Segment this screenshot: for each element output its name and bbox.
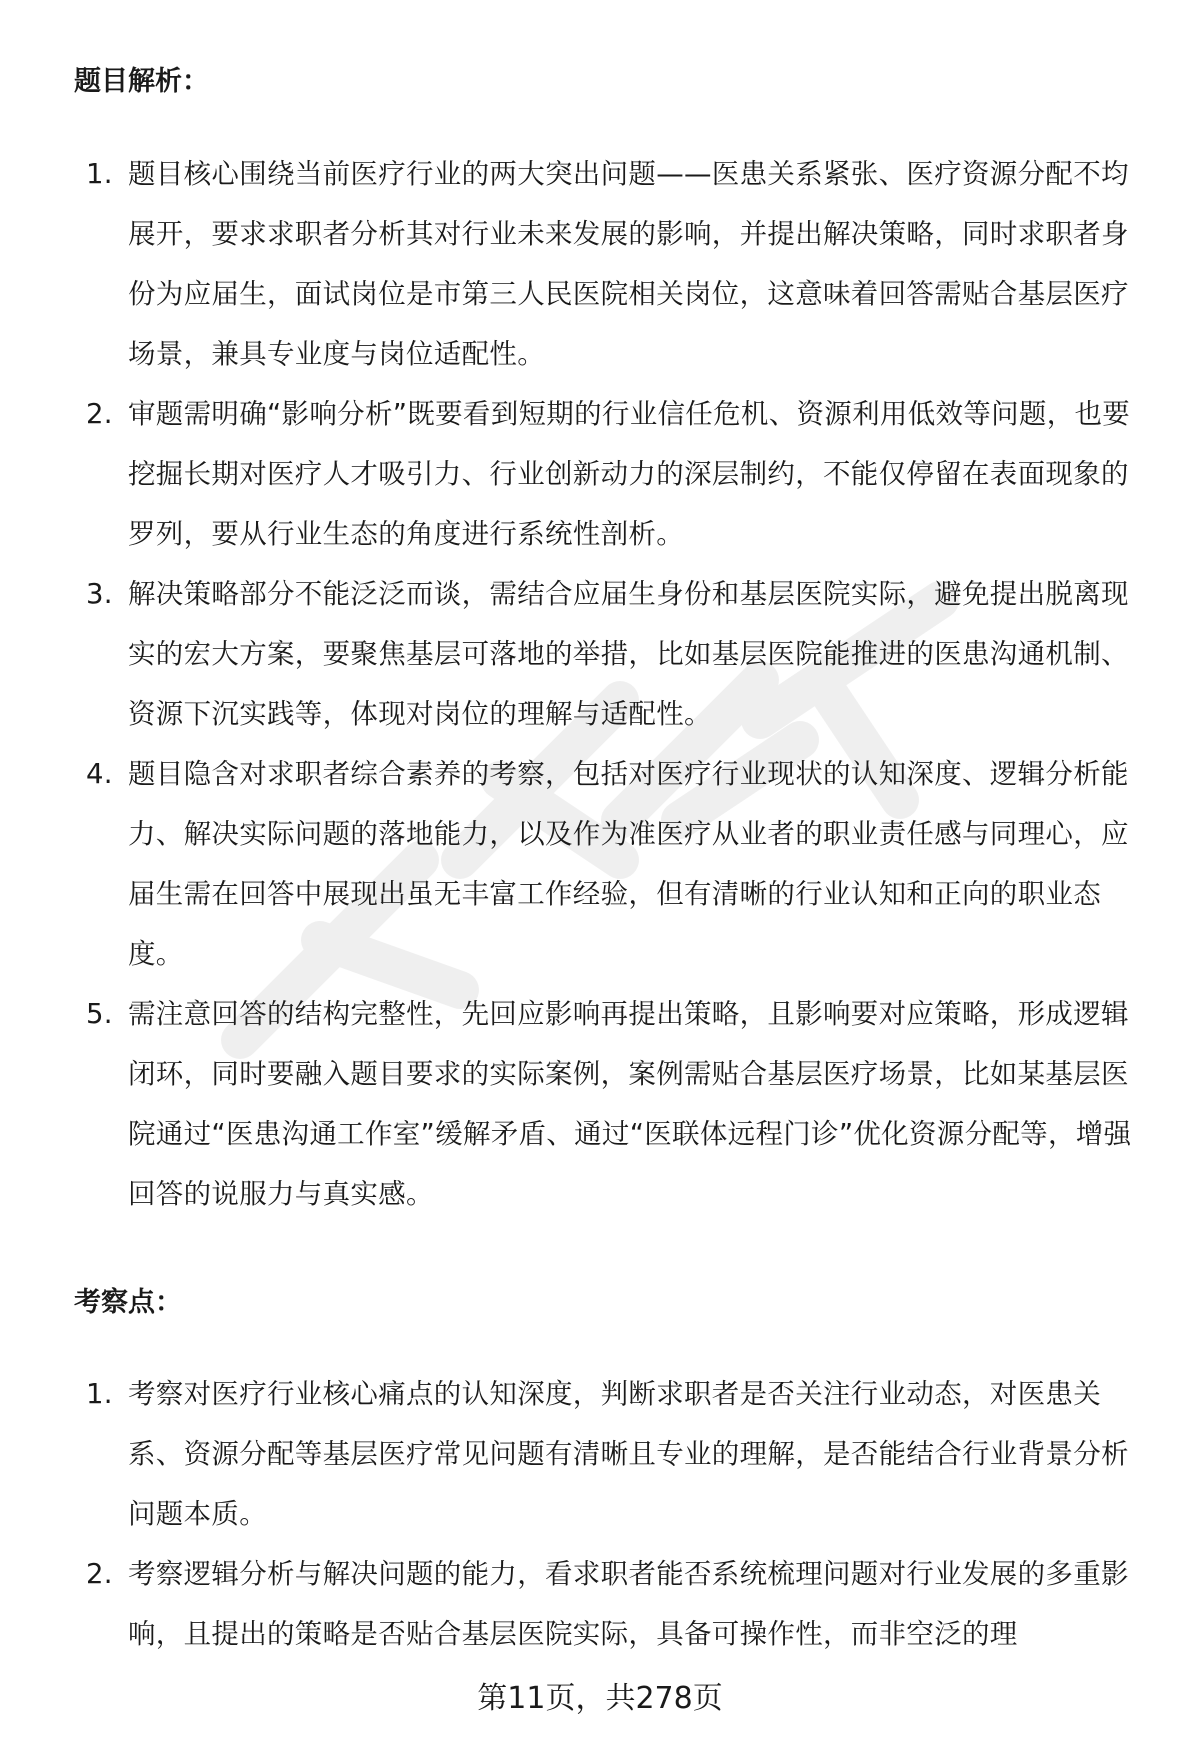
list-text: 需注意回答的结构完整性，先回应影响再提出策略，且影响要对应策略，形成逻辑闭环，同时要融入题目要求的实际案例，案例需贴合基层医疗场景，比如某基层医院通过“医患沟通工作室”缓解矛盾、通过“医联体远程门诊”优化资源分配等，增强回答的说服力与真实感。	[128, 998, 1132, 1210]
list-number: 2.	[86, 398, 113, 430]
list-text: 考察逻辑分析与解决问题的能力，看求职者能否系统梳理问题对行业发展的多重影响，且提出的策略是否贴合基层医院实际，具备可操作性，而非空泛的理	[128, 1558, 1129, 1650]
list-number: 4.	[86, 758, 113, 790]
list-text: 考察对医疗行业核心痛点的认知深度，判断求职者是否关注行业动态，对医患关系、资源分配等基层医疗常见问题有清晰且专业的理解，是否能结合行业背景分析问题本质。	[128, 1378, 1129, 1530]
list-number: 3.	[86, 578, 113, 610]
list-item	[74, 144, 1154, 384]
list-item	[74, 564, 1154, 744]
list-text: 审题需明确“影响分析”既要看到短期的行业信任危机、资源利用低效等问题，也要挖掘长期对医疗人才吸引力、行业创新动力的深层制约，不能仅停留在表面现象的罗列，要从行业生态的角度进行系统性剖析。	[128, 398, 1131, 550]
list-text: 题目隐含对求职者综合素养的考察，包括对医疗行业现状的认知深度、逻辑分析能力、解决实际问题的落地能力，以及作为准医疗从业者的职业责任感与同理心，应届生需在回答中展现出虽无丰富工作经验，但有清晰的行业认知和正向的职业态度。	[128, 758, 1129, 970]
page-footer: 第11页，共278页	[477, 1681, 723, 1716]
list-number: 1.	[86, 1378, 113, 1410]
analysis-heading: 题目解析：	[74, 66, 209, 97]
list-item	[74, 1364, 1154, 1544]
list-item	[74, 744, 1154, 984]
list-item	[74, 1544, 1154, 1664]
list-number: 5.	[86, 998, 113, 1030]
analysis-list	[74, 144, 1154, 1224]
list-text: 题目核心围绕当前医疗行业的两大突出问题——医患关系紧张、医疗资源分配不均展开，要求求职者分析其对行业未来发展的影响，并提出解决策略，同时求职者身份为应届生，面试岗位是市第三人民医院相关岗位，这意味着回答需贴合基层医疗场景，兼具专业度与岗位适配性。	[128, 158, 1129, 370]
list-number: 1.	[86, 158, 113, 190]
list-number: 2.	[86, 1558, 113, 1590]
list-item	[74, 384, 1154, 564]
points-heading: 考察点：	[74, 1287, 182, 1318]
list-text: 解决策略部分不能泛泛而谈，需结合应届生身份和基层医院实际，避免提出脱离现实的宏大方案，要聚焦基层可落地的举措，比如基层医院能推进的医患沟通机制、资源下沉实践等，体现对岗位的理解与适配性。	[128, 578, 1129, 730]
list-item	[74, 984, 1154, 1224]
points-list	[74, 1364, 1154, 1664]
